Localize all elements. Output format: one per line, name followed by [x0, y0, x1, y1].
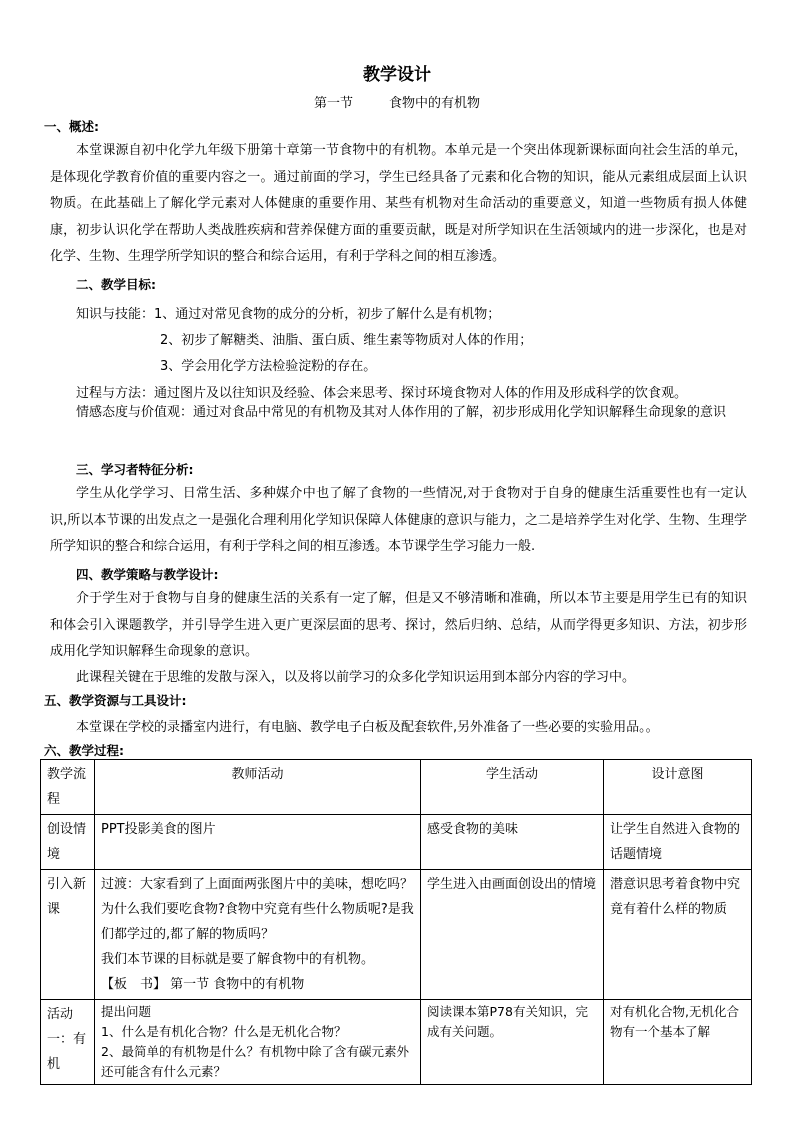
row-student: 阅读课本第P78有关知识，完成有关问题。	[421, 1000, 604, 1085]
overview-text: 本堂课源自初中化学九年级下册第十章第一节食物中的有机物。本单元是一个突出体现新课标面向社会生活的单元，是体现化学教育价值的重要内容之一。通过前面的学习，学生已经具备了元素和化合物的知识，能从元素组成层面上认识物质。在此基础上了解化学元素对人体健康的重要作用、某些有机物对生命活动的重要意义，知道一些物质有损人体健康，初步认识化学在帮助人类战胜疾病和营养保健方面的重要贡献，既是对所学知识在生活领域内的进一步深化，也是对化学、生物、生理学所学知识的整合和综合运用，有利于学科之间的相互渗透。	[50, 143, 747, 264]
row-teacher	[95, 1000, 421, 1085]
teacher-line: 我们本节课的目标就是要了解食物中的有机物。	[101, 952, 375, 967]
process-heading: 六、教学过程:	[44, 743, 124, 758]
resources-text: 本堂课在学校的录播室内进行，有电脑、教学电子白板及配套软件,另外准备了一些必要的实验用品。。	[76, 720, 659, 735]
header-intent: 设计意图	[604, 760, 752, 815]
table-row	[41, 870, 752, 1000]
teacher-line: 过渡：大家看到了上面面两张图片中的美味，想吃吗？为什么我们要吃食物?食物中究竟有些什么物质呢?是我们都学过的,都了解的物质吗？	[101, 877, 414, 942]
goal-knowledge-3: 3、学会用化学方法检验淀粉的存在。	[160, 359, 377, 374]
learners-heading: 三、学习者特征分析:	[76, 462, 194, 477]
goals-heading: 二、教学目标:	[76, 277, 156, 292]
strategy-text-1: 介于学生对于食物与自身的健康生活的关系有一定了解，但是又不够清晰和准确，所以本节主要是用学生已有的知识和体会引入课题教学，并引导学生进入更广更深层面的思考、探讨，然后归纳、总结，从而学得更多知识、方法，初步形成用化学知识解释生命现象的意识。	[50, 591, 747, 659]
goal-process: 过程与方法：通过图片及以往知识及经验、体会来思考、探讨环境食物对人体的作用及形成科学的饮食观。	[76, 386, 688, 401]
goal-knowledge-2: 2、初步了解糖类、油脂、蛋白质、维生素等物质对人体的作用；	[160, 333, 533, 348]
document-subtitle	[0, 92, 794, 111]
row-student: 学生进入由画面创设出的情境	[421, 870, 604, 1000]
row-intent: 对有机化合物,无机化合物有一个基本了解	[604, 1000, 752, 1085]
row-stage: 引入新课	[41, 870, 95, 1000]
strategy-text-2: 此课程关键在于思维的发散与深入，以及将以前学习的众多化学知识运用到本部分内容的学习中。	[76, 670, 636, 685]
row-teacher	[95, 815, 421, 870]
row-teacher	[95, 870, 421, 1000]
process-table	[40, 759, 752, 1085]
teacher-line: 2、最简单的有机物是什么？有机物中除了含有碳元素外还可能含有什么元素？	[101, 1044, 409, 1079]
row-intent: 潜意识思考着食物中究竟有着什么样的物质	[604, 870, 752, 1000]
header-student: 学生活动	[421, 760, 604, 815]
table-row	[41, 815, 752, 870]
learners-text: 学生从化学学习、日常生活、多种媒介中也了解了食物的一些情况,对于食物对于自身的健康生活重要性也有一定认识,所以本节课的出发点之一是强化合理利用化学知识保障人体健康的意识与能力，之二是培养学生对化学、生物、生理学所学知识的整合和综合运用，有利于学科之间的相互渗透。本节课学生学习能力一般.	[50, 486, 747, 554]
row-stage: 活动一：有机	[41, 1000, 95, 1085]
teacher-line: 1、什么是有机化合物？什么是无机化合物？	[101, 1024, 347, 1039]
header-stage: 教学流程	[41, 760, 95, 815]
document-title: 教学设计	[363, 65, 431, 85]
header-teacher: 教师活动	[95, 760, 421, 815]
teacher-line: 【板 书】 第一节 食物中的有机物	[101, 977, 305, 992]
row-stage: 创设情境	[41, 815, 95, 870]
row-student: 感受食物的美味	[421, 815, 604, 870]
goal-knowledge-1: 知识与技能：1、通过对常见食物的成分的分析，初步了解什么是有机物；	[76, 307, 501, 322]
strategy-heading: 四、教学策略与教学设计:	[76, 567, 219, 582]
section-number: 第一节	[313, 96, 353, 111]
teacher-line: PPT投影美食的图片	[101, 822, 216, 837]
table-header-row	[41, 760, 752, 815]
lesson-name: 食物中的有机物	[389, 96, 481, 111]
table-row	[41, 1000, 752, 1085]
teacher-line: 提出问题	[101, 1004, 152, 1019]
overview-heading: 一、概述:	[44, 119, 99, 134]
goal-emotion: 情感态度与价值观：通过对食品中常见的有机物及其对人体作用的了解，初步形成用化学知识解释生命现象的意识	[76, 405, 727, 420]
row-intent: 让学生自然进入食物的话题情境	[604, 815, 752, 870]
resources-heading: 五、教学资源与工具设计:	[44, 693, 187, 708]
